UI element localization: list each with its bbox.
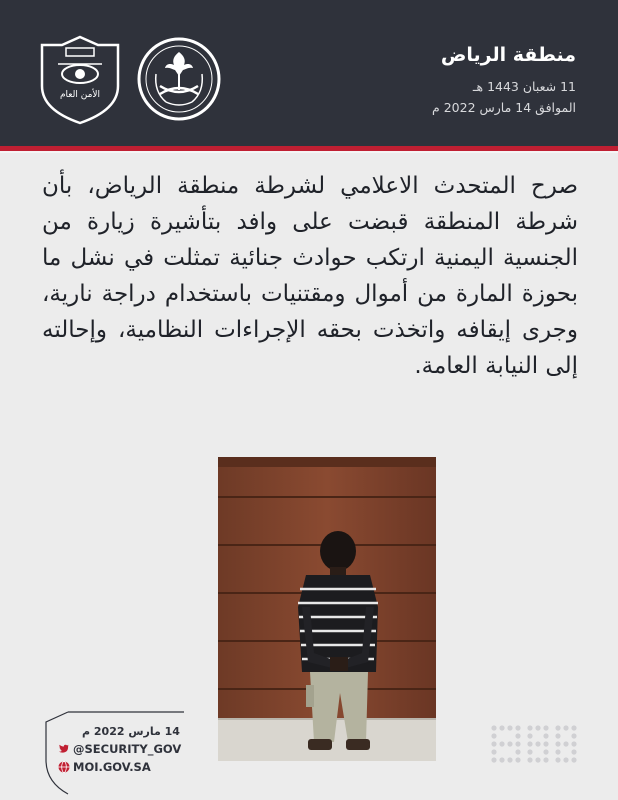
twitter-handle: @SECURITY_GOV <box>73 742 182 756</box>
twitter-icon <box>58 743 70 755</box>
saudi-emblem-icon <box>136 36 222 122</box>
hijri-date: 11 شعبان 1443 هـ <box>472 79 576 94</box>
badge-label: الأمن العام <box>59 90 101 100</box>
statement-text: صرح المتحدث الاعلامي لشرطة منطقة الرياض، بأن شرطة المنطقة قبضت على وافد بتأشيرة زيارة من الجنسية اليمنية ارتكب حوادث جنائية تمثلت في نشل ما بحوزة المارة من أموال ومقتنيات باستخدام دراجة نارية، وجرى إيقافه واتخذت بحقه الإجراءات النظامية، وإحالته إلى النيابة العامة. <box>42 173 578 379</box>
region-title: منطقة الرياض <box>440 44 576 66</box>
gregorian-date: الموافق 14 مارس 2022 م <box>432 100 576 115</box>
twitter-link[interactable] <box>58 742 181 756</box>
public-security-badge-icon <box>36 34 124 126</box>
website-url: MOI.GOV.SA <box>73 760 151 774</box>
globe-icon <box>58 761 70 773</box>
website-link[interactable] <box>58 760 151 774</box>
suspect-photo <box>218 457 436 761</box>
dot-pattern-decoration <box>488 722 584 766</box>
footer-date: 14 مارس 2022 م <box>82 725 180 738</box>
header-divider <box>0 151 618 153</box>
